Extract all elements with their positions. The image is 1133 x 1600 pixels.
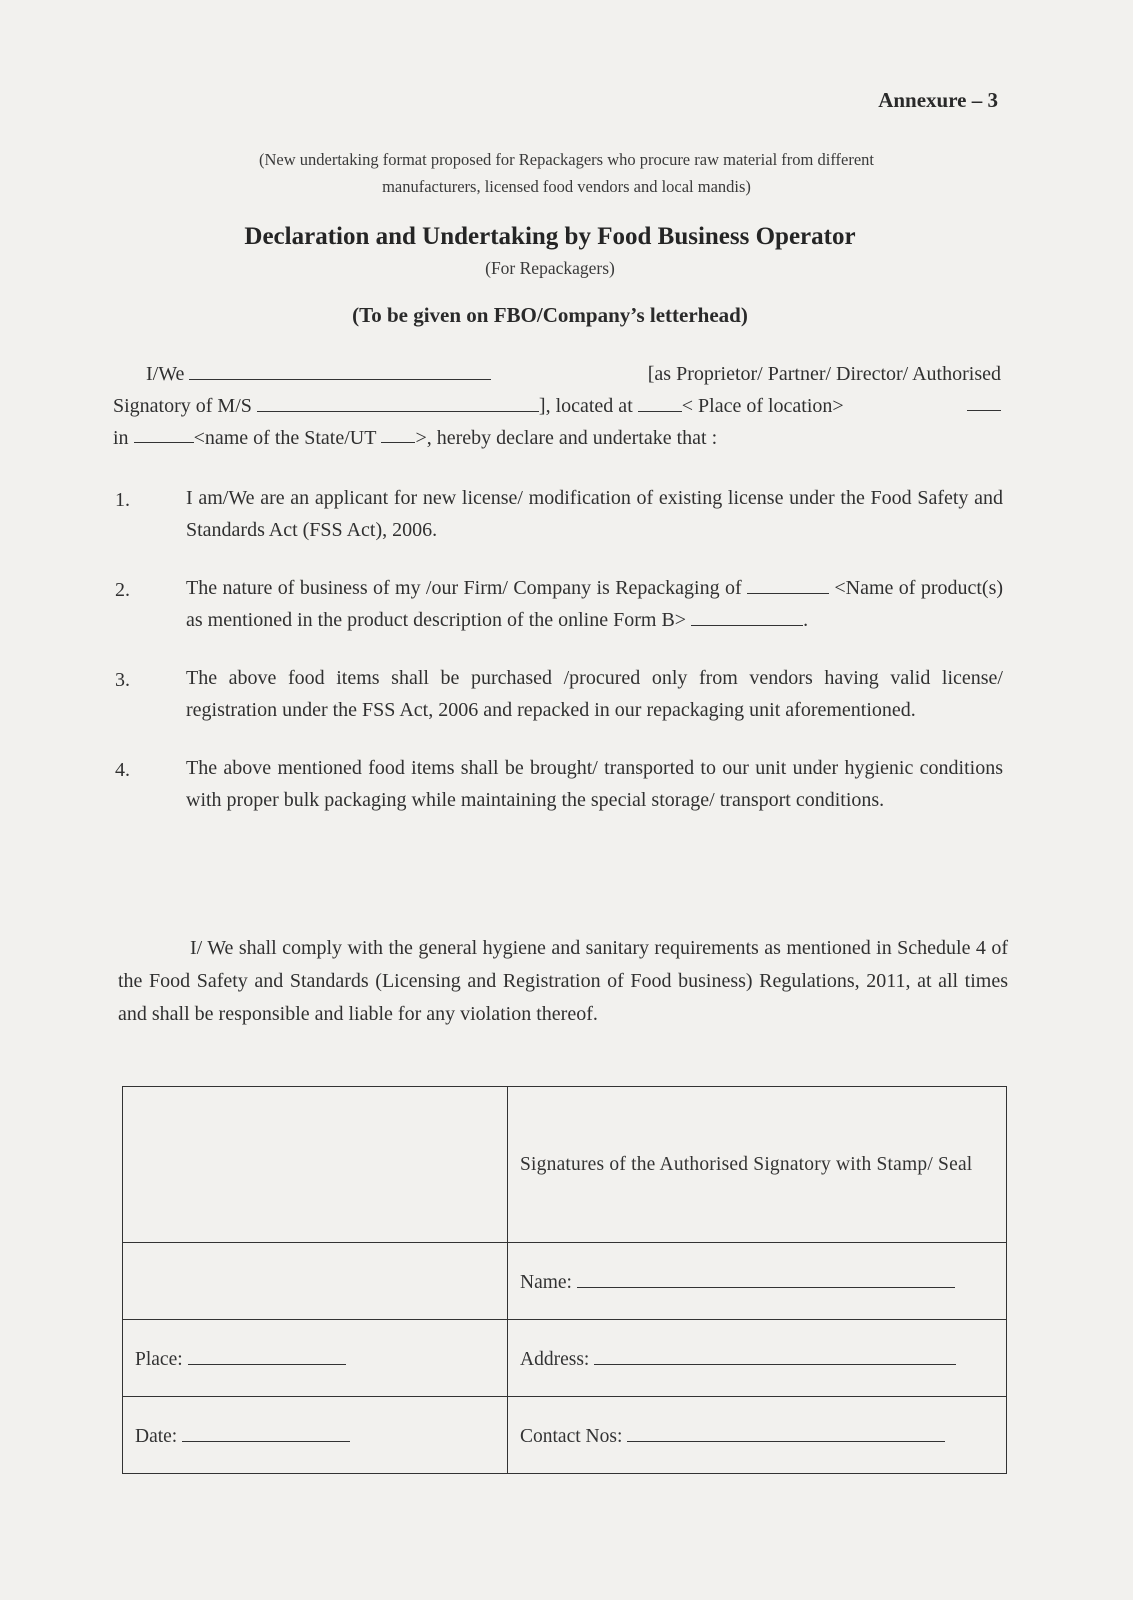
format-note-line-1: (New undertaking format proposed for Repackagers who procure raw material from different — [259, 150, 874, 169]
table-row — [123, 1087, 1007, 1243]
contact-label: Contact Nos: — [520, 1425, 623, 1447]
declaration-line-1 — [113, 358, 1001, 390]
document-title: Declaration and Undertaking by Food Business Operator — [244, 223, 856, 250]
item-text: The above food items shall be purchased /procured only from vendors having valid license/ registration under the FSS Act, 2006 and repacked in our repackaging unit aforementioned. — [186, 667, 1003, 721]
located-at-label: ], located at — [538, 395, 633, 417]
hereby-label: >, hereby declare and undertake that : — [415, 427, 718, 449]
item-number: 2. — [115, 579, 130, 601]
item-text-end: . — [803, 609, 809, 631]
location-blank-2[interactable] — [967, 390, 1001, 411]
undertaking-list — [113, 482, 1003, 842]
compliance-paragraph: I/ We shall comply with the general hygiene and sanitary requirements as mentioned in Schedule 4 of the Food Safety and Standards (Licensing and Registration of Food business) Regulations, 2011, at all times and shall be responsible and liable for any violation thereof. — [118, 937, 1008, 1025]
signature-cell[interactable] — [508, 1087, 1007, 1243]
place-field[interactable] — [188, 1346, 346, 1365]
format-note-line-2: manufacturers, licensed food vendors and local mandis) — [382, 177, 751, 196]
date-label: Date: — [135, 1425, 178, 1447]
format-note — [0, 146, 1133, 200]
contact-field[interactable] — [627, 1423, 945, 1442]
name-blank[interactable] — [189, 359, 491, 380]
location-blank-1[interactable] — [638, 391, 682, 412]
table-row — [123, 1397, 1007, 1474]
state-blank-1[interactable] — [134, 422, 194, 443]
signature-table — [122, 1086, 1007, 1474]
empty-cell — [123, 1243, 508, 1320]
address-label: Address: — [520, 1348, 590, 1370]
product-blank-1[interactable] — [747, 573, 829, 594]
letterhead-note: (To be given on FBO/Company’s letterhead) — [352, 303, 748, 327]
annexure-label: Annexure – 3 — [878, 88, 998, 112]
declaration-paragraph — [113, 358, 1001, 454]
state-blank-2[interactable] — [381, 422, 415, 443]
table-row — [123, 1320, 1007, 1397]
name-cell — [508, 1243, 1007, 1320]
list-item — [113, 482, 1003, 546]
date-field[interactable] — [182, 1423, 350, 1442]
item-text: The above mentioned food items shall be brought/ transported to our unit under hygienic conditions with proper bulk packaging while maintaining the special storage/ transport conditions. — [186, 757, 1003, 811]
table-row — [123, 1243, 1007, 1320]
name-field[interactable] — [577, 1269, 955, 1288]
product-blank-2[interactable] — [691, 605, 803, 626]
list-item — [113, 572, 1003, 636]
list-item — [113, 752, 1003, 816]
address-cell — [508, 1320, 1007, 1397]
empty-cell — [123, 1087, 508, 1243]
signature-label: Signatures of the Authorised Signatory with Stamp/ Seal — [520, 1154, 973, 1175]
item-text: The nature of business of my /our Firm/ Company is Repackaging of — [186, 577, 742, 599]
address-field[interactable] — [594, 1346, 956, 1365]
item-number: 4. — [115, 759, 130, 781]
contact-cell — [508, 1397, 1007, 1474]
iwe-label: I/We — [146, 363, 185, 385]
state-label: <name of the State/UT — [193, 427, 377, 449]
company-blank[interactable] — [257, 391, 539, 412]
name-label: Name: — [520, 1271, 572, 1293]
place-cell — [123, 1320, 508, 1397]
document-subtitle: (For Repackagers) — [485, 258, 615, 278]
place-label: Place: — [135, 1348, 183, 1370]
signatory-label: Signatory of M/S — [113, 395, 252, 417]
in-label: in — [113, 427, 129, 449]
role-label: [as Proprietor/ Partner/ Director/ Authorised — [647, 363, 1001, 385]
declaration-line-2 — [113, 390, 1001, 422]
item-number: 3. — [115, 669, 130, 691]
item-text: I am/We are an applicant for new license/ modification of existing license under the Food Safety and Standards Act (FSS Act), 2006. — [186, 487, 1003, 541]
date-cell — [123, 1397, 508, 1474]
list-item — [113, 662, 1003, 726]
place-of-location-label: < Place of location> — [681, 395, 844, 417]
item-text-continued: <Name of product(s) as mentioned in the product description of the online Form B> — [186, 577, 1004, 631]
item-number: 1. — [115, 489, 130, 511]
declaration-line-3 — [113, 422, 1001, 454]
